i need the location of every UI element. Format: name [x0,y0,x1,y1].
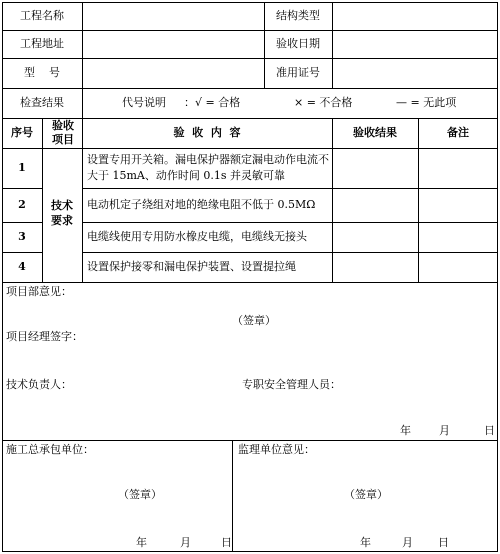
divider [82,2,83,88]
date-year: 年 [400,424,411,437]
date-month: 月 [180,536,191,549]
project-name-label: 工程名称 [20,9,64,22]
divider [418,118,419,282]
divider [2,148,498,149]
model-label: 型 号 [24,66,60,79]
date-day: 日 [221,536,232,549]
divider [2,222,42,223]
seal-text: （签章） [232,314,276,327]
safety-officer: 专职安全管理人员： [242,378,341,391]
permit-no-label: 准用证号 [276,66,320,79]
row-content: 设置专用开关箱。漏电保护器额定漏电动作电流不 [87,153,329,166]
tech-lead: 技术负责人： [6,378,72,391]
row-content: 设置保护接零和漏电保护装置、设置提拉绳 [87,260,296,273]
divider [2,188,42,189]
row-num: 4 [18,260,26,273]
divider [2,88,498,89]
date-month: 月 [439,424,450,437]
divider [82,252,498,253]
divider [82,188,498,189]
col-note: 备注 [447,126,469,139]
date-day: 日 [438,536,449,549]
row-num: 3 [18,230,26,243]
col-seq: 序号 [11,126,33,139]
form-frame [2,2,498,552]
divider [2,252,42,253]
divider [42,118,43,282]
divider [2,30,498,31]
row-content: 电缆线使用专用防水橡皮电缆，电缆线无接头 [87,230,307,243]
divider [2,440,498,441]
divider [332,118,333,282]
structure-type-label: 结构类型 [276,9,320,22]
divider [2,282,498,283]
contractor-label: 施工总承包单位： [6,443,94,456]
col-item: 验收项目 [52,119,74,146]
divider [82,88,83,118]
date-day: 日 [484,424,495,437]
divider [82,222,498,223]
legend-pass: ：√ = 合格 [184,96,241,109]
date-month: 月 [402,536,413,549]
row-num: 1 [18,161,26,174]
acceptance-date-label: 验收日期 [276,37,320,50]
date-year: 年 [360,536,371,549]
supervisor-label: 监理单位意见： [238,443,315,456]
category-cell: 技术要求 [51,199,73,227]
project-address-label: 工程地址 [20,37,64,50]
result-label: 检查结果 [20,96,64,109]
divider [232,440,233,552]
date-year: 年 [136,536,147,549]
code-label: 代号说明 [122,96,166,109]
row-num: 2 [18,198,26,211]
row-content: 大于 15mA、动作时间 0.1s 并灵敏可靠 [87,169,285,182]
divider [332,2,333,88]
seal-text: （签章） [344,488,388,501]
seal-text: （签章） [118,488,162,501]
divider [82,118,83,282]
divider [2,118,498,119]
manager-sign: 项目经理签字： [6,330,83,343]
legend-fail: × = 不合格 [294,96,353,109]
legend-na: — = 无此项 [396,96,457,109]
col-content: 验 收 内 容 [173,126,241,139]
row-content: 电动机定子绕组对地的绝缘电阻不低于 0.5MΩ [87,198,316,211]
col-result: 验收结果 [353,126,397,139]
divider [2,58,498,59]
dept-opinion: 项目部意见： [6,285,72,298]
